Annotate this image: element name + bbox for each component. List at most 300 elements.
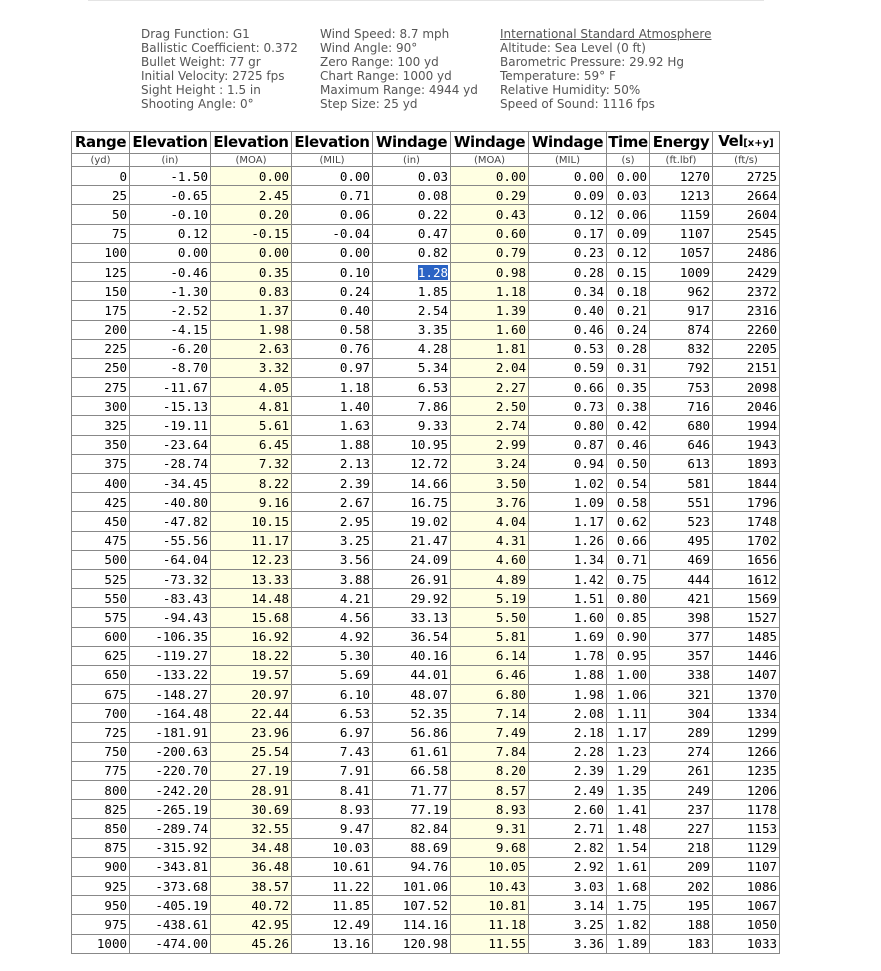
table-cell: 114.16 — [373, 915, 451, 934]
table-cell: 1.18 — [292, 378, 373, 397]
table-row — [72, 704, 780, 723]
table-cell: 13.16 — [292, 934, 373, 953]
column-header-label: Windage — [375, 133, 448, 151]
table-cell: 753 — [650, 378, 713, 397]
table-cell: 300 — [72, 397, 130, 416]
table-cell: 4.81 — [211, 397, 292, 416]
table-cell: 12.23 — [211, 550, 292, 569]
table-row — [72, 896, 780, 915]
table-cell: 1485 — [713, 627, 780, 646]
column-header — [713, 132, 780, 154]
table-cell: 338 — [650, 665, 713, 684]
table-cell: 9.47 — [292, 819, 373, 838]
table-cell: 200 — [72, 320, 130, 339]
table-cell: 0.03 — [607, 186, 650, 205]
table-cell: 325 — [72, 416, 130, 435]
column-header — [292, 132, 373, 154]
column-header — [529, 132, 607, 154]
table-cell: 0.83 — [211, 282, 292, 301]
table-cell: 25 — [72, 186, 130, 205]
column-header — [607, 132, 650, 154]
atmosphere-link[interactable]: International Standard Atmosphere — [500, 27, 712, 41]
table-row — [72, 512, 780, 531]
table-cell: 2725 — [713, 167, 780, 186]
table-row — [72, 358, 780, 377]
table-cell: 56.86 — [373, 723, 451, 742]
table-cell: 2.60 — [529, 800, 607, 819]
column-unit: (in) — [373, 154, 451, 167]
table-row — [72, 167, 780, 186]
table-cell: 6.14 — [451, 646, 529, 665]
table-cell: 40.72 — [211, 896, 292, 915]
table-cell: 1.88 — [292, 435, 373, 454]
table-cell: 1748 — [713, 512, 780, 531]
table-cell: -8.70 — [130, 358, 211, 377]
unit-header-row — [72, 154, 780, 167]
table-row — [72, 550, 780, 569]
table-cell: 11.22 — [292, 876, 373, 895]
column-unit: (yd) — [72, 154, 130, 167]
table-cell: 1009 — [650, 262, 713, 281]
table-cell: 0.76 — [292, 339, 373, 358]
table-cell: 0.35 — [607, 378, 650, 397]
table-cell: 0.20 — [211, 205, 292, 224]
table-cell: 874 — [650, 320, 713, 339]
table-cell: 0.17 — [529, 224, 607, 243]
table-cell: 917 — [650, 301, 713, 320]
column-header-label: Elevation — [213, 133, 289, 151]
table-cell: 1.17 — [607, 723, 650, 742]
table-cell: 202 — [650, 876, 713, 895]
table-cell: -474.00 — [130, 934, 211, 953]
table-cell: 71.77 — [373, 781, 451, 800]
table-cell: 36.54 — [373, 627, 451, 646]
table-cell: 1.69 — [529, 627, 607, 646]
table-row — [72, 781, 780, 800]
table-cell: 469 — [650, 550, 713, 569]
table-cell: 24.09 — [373, 550, 451, 569]
table-cell: 4.21 — [292, 589, 373, 608]
table-cell: 0.58 — [292, 320, 373, 339]
column-header-sublabel: [x+y] — [743, 138, 774, 149]
column-header — [211, 132, 292, 154]
table-cell: 25.54 — [211, 742, 292, 761]
column-unit: (s) — [607, 154, 650, 167]
column-header-label: Elevation — [294, 133, 370, 151]
table-cell: 1.89 — [607, 934, 650, 953]
table-row — [72, 493, 780, 512]
table-cell: 1893 — [713, 454, 780, 473]
table-cell: 1.39 — [451, 301, 529, 320]
table-cell: 0.47 — [373, 224, 451, 243]
table-cell: 1943 — [713, 435, 780, 454]
table-cell: 0.82 — [373, 243, 451, 262]
table-cell: 0.80 — [529, 416, 607, 435]
table-cell: -40.80 — [130, 493, 211, 512]
table-row — [72, 186, 780, 205]
table-cell: 1.60 — [451, 320, 529, 339]
table-cell: -0.10 — [130, 205, 211, 224]
param-wind-speed: Wind Speed: 8.7 mph — [320, 27, 450, 41]
table-cell: 8.57 — [451, 781, 529, 800]
table-cell: 321 — [650, 685, 713, 704]
table-cell: 15.68 — [211, 608, 292, 627]
table-cell: 1057 — [650, 243, 713, 262]
table-cell: 1270 — [650, 167, 713, 186]
table-cell: 575 — [72, 608, 130, 627]
param-maximum-range: Maximum Range: 4944 yd — [320, 83, 478, 97]
table-cell: 1.11 — [607, 704, 650, 723]
table-row — [72, 589, 780, 608]
table-cell: 0.00 — [292, 167, 373, 186]
table-cell: 0.71 — [607, 550, 650, 569]
table-cell: 61.61 — [373, 742, 451, 761]
table-row — [72, 934, 780, 953]
table-cell: -47.82 — [130, 512, 211, 531]
table-cell: 3.35 — [373, 320, 451, 339]
table-cell: 716 — [650, 397, 713, 416]
table-cell: 625 — [72, 646, 130, 665]
table-cell: 1.54 — [607, 838, 650, 857]
table-cell: 1067 — [713, 896, 780, 915]
table-cell: 0.40 — [529, 301, 607, 320]
table-cell: 1.68 — [607, 876, 650, 895]
table-cell: 0.54 — [607, 474, 650, 493]
table-cell: 2151 — [713, 358, 780, 377]
table-cell: -0.46 — [130, 262, 211, 281]
table-cell: -242.20 — [130, 781, 211, 800]
table-cell: 30.69 — [211, 800, 292, 819]
table-row — [72, 320, 780, 339]
table-cell: 183 — [650, 934, 713, 953]
table-cell: 0.12 — [529, 205, 607, 224]
table-cell: 0.75 — [607, 569, 650, 588]
table-cell: 1612 — [713, 569, 780, 588]
table-cell: 10.61 — [292, 857, 373, 876]
table-cell: -23.64 — [130, 435, 211, 454]
table-cell: 0.15 — [607, 262, 650, 281]
table-row — [72, 474, 780, 493]
table-cell: 650 — [72, 665, 130, 684]
table-cell: 225 — [72, 339, 130, 358]
table-cell: 3.88 — [292, 569, 373, 588]
table-cell: 26.91 — [373, 569, 451, 588]
table-cell: 227 — [650, 819, 713, 838]
table-cell: 0.12 — [130, 224, 211, 243]
table-cell: 1050 — [713, 915, 780, 934]
table-cell: 1334 — [713, 704, 780, 723]
table-cell: 398 — [650, 608, 713, 627]
table-cell: 261 — [650, 761, 713, 780]
table-cell: 1.98 — [211, 320, 292, 339]
table-cell: 33.13 — [373, 608, 451, 627]
table-cell: 0.79 — [451, 243, 529, 262]
table-cell: 150 — [72, 282, 130, 301]
table-cell: 1033 — [713, 934, 780, 953]
table-cell: 9.31 — [451, 819, 529, 838]
param-sight-height: Sight Height : 1.5 in — [141, 83, 261, 97]
table-cell: 1213 — [650, 186, 713, 205]
table-cell: 775 — [72, 761, 130, 780]
table-cell: 34.48 — [211, 838, 292, 857]
table-cell: 8.93 — [451, 800, 529, 819]
table-cell: 0.00 — [451, 167, 529, 186]
table-cell: 6.46 — [451, 665, 529, 684]
table-cell: -405.19 — [130, 896, 211, 915]
table-cell: 1.34 — [529, 550, 607, 569]
table-cell: 175 — [72, 301, 130, 320]
table-cell: 0.23 — [529, 243, 607, 262]
table-cell: 3.50 — [451, 474, 529, 493]
table-cell: 0.06 — [607, 205, 650, 224]
table-cell: 16.75 — [373, 493, 451, 512]
table-cell: 1.00 — [607, 665, 650, 684]
table-cell: 675 — [72, 685, 130, 704]
table-cell: 120.98 — [373, 934, 451, 953]
table-cell: 680 — [650, 416, 713, 435]
table-cell: 0.98 — [451, 262, 529, 281]
table-row — [72, 205, 780, 224]
table-cell: 2098 — [713, 378, 780, 397]
table-cell: -148.27 — [130, 685, 211, 704]
table-cell: 0.58 — [607, 493, 650, 512]
table-cell: 600 — [72, 627, 130, 646]
table-cell: 3.25 — [529, 915, 607, 934]
table-cell: -1.50 — [130, 167, 211, 186]
table-cell: 2.67 — [292, 493, 373, 512]
table-cell: 1299 — [713, 723, 780, 742]
param-temperature: Temperature: 59° F — [500, 69, 616, 83]
table-cell: 357 — [650, 646, 713, 665]
table-cell — [373, 262, 451, 281]
table-cell: 0.66 — [607, 531, 650, 550]
table-cell: 4.31 — [451, 531, 529, 550]
table-cell: 1796 — [713, 493, 780, 512]
table-cell: 0.00 — [292, 243, 373, 262]
table-cell: 6.80 — [451, 685, 529, 704]
table-row — [72, 838, 780, 857]
table-cell: 0.73 — [529, 397, 607, 416]
table-cell: 6.45 — [211, 435, 292, 454]
table-cell: 1370 — [713, 685, 780, 704]
table-row — [72, 915, 780, 934]
table-cell: 792 — [650, 358, 713, 377]
table-cell: 350 — [72, 435, 130, 454]
table-cell: 6.10 — [292, 685, 373, 704]
column-unit: (MOA) — [451, 154, 529, 167]
table-cell: 3.03 — [529, 876, 607, 895]
table-row — [72, 397, 780, 416]
table-cell: 0.24 — [292, 282, 373, 301]
table-cell: 1.41 — [607, 800, 650, 819]
table-cell: 250 — [72, 358, 130, 377]
table-cell: 9.33 — [373, 416, 451, 435]
table-cell: 75 — [72, 224, 130, 243]
table-cell: 2.63 — [211, 339, 292, 358]
table-cell: 0.90 — [607, 627, 650, 646]
table-cell: 5.30 — [292, 646, 373, 665]
table-cell: 0.59 — [529, 358, 607, 377]
table-cell: 8.22 — [211, 474, 292, 493]
table-cell: 5.61 — [211, 416, 292, 435]
table-cell: 2486 — [713, 243, 780, 262]
column-header — [72, 132, 130, 154]
table-cell: 1.42 — [529, 569, 607, 588]
table-cell: 19.57 — [211, 665, 292, 684]
table-cell: 209 — [650, 857, 713, 876]
param-step-size: Step Size: 25 yd — [320, 97, 418, 111]
table-row — [72, 627, 780, 646]
table-cell: 0.08 — [373, 186, 451, 205]
table-cell: 16.92 — [211, 627, 292, 646]
table-cell: 237 — [650, 800, 713, 819]
table-row — [72, 723, 780, 742]
table-cell: -83.43 — [130, 589, 211, 608]
table-cell: 421 — [650, 589, 713, 608]
table-cell: 1.35 — [607, 781, 650, 800]
selected-text: 1.28 — [417, 264, 448, 280]
table-cell: 1702 — [713, 531, 780, 550]
table-cell: -73.32 — [130, 569, 211, 588]
table-cell: -64.04 — [130, 550, 211, 569]
table-cell: 0.00 — [211, 243, 292, 262]
table-cell: 400 — [72, 474, 130, 493]
table-cell: 100 — [72, 243, 130, 262]
table-cell: 551 — [650, 493, 713, 512]
table-cell: 1086 — [713, 876, 780, 895]
column-header-label: Energy — [652, 133, 710, 151]
table-cell: 0.34 — [529, 282, 607, 301]
table-cell: 4.04 — [451, 512, 529, 531]
table-cell: 27.19 — [211, 761, 292, 780]
table-cell: 1.51 — [529, 589, 607, 608]
table-cell: 9.68 — [451, 838, 529, 857]
table-cell: 6.97 — [292, 723, 373, 742]
table-cell: 88.69 — [373, 838, 451, 857]
atmosphere-parameters — [500, 27, 711, 111]
table-cell: 42.95 — [211, 915, 292, 934]
column-unit: (MOA) — [211, 154, 292, 167]
param-barometric-pressure: Barometric Pressure: 29.92 Hg — [500, 55, 684, 69]
table-row — [72, 569, 780, 588]
table-cell: 0 — [72, 167, 130, 186]
table-cell: 1107 — [650, 224, 713, 243]
param-chart-range: Chart Range: 1000 yd — [320, 69, 452, 83]
table-cell: 218 — [650, 838, 713, 857]
table-cell: 1.26 — [529, 531, 607, 550]
table-cell: 0.35 — [211, 262, 292, 281]
table-row — [72, 243, 780, 262]
table-cell: -6.20 — [130, 339, 211, 358]
table-cell: 10.03 — [292, 838, 373, 857]
table-cell: 45.26 — [211, 934, 292, 953]
table-row — [72, 819, 780, 838]
table-row — [72, 646, 780, 665]
table-cell: 11.18 — [451, 915, 529, 934]
table-cell: 0.24 — [607, 320, 650, 339]
table-cell: 0.62 — [607, 512, 650, 531]
table-cell: 2.18 — [529, 723, 607, 742]
table-cell: 375 — [72, 454, 130, 473]
column-header-row — [72, 132, 780, 154]
table-cell: 1.17 — [529, 512, 607, 531]
table-row — [72, 531, 780, 550]
table-cell: 0.87 — [529, 435, 607, 454]
table-cell: 1656 — [713, 550, 780, 569]
table-cell: 7.84 — [451, 742, 529, 761]
table-row — [72, 800, 780, 819]
table-cell: 249 — [650, 781, 713, 800]
table-cell: 7.14 — [451, 704, 529, 723]
table-row — [72, 435, 780, 454]
column-unit: (MIL) — [292, 154, 373, 167]
table-cell: 8.20 — [451, 761, 529, 780]
table-cell: 38.57 — [211, 876, 292, 895]
table-cell: 10.43 — [451, 876, 529, 895]
table-cell: 0.66 — [529, 378, 607, 397]
table-cell: -19.11 — [130, 416, 211, 435]
table-row — [72, 742, 780, 761]
param-initial-velocity: Initial Velocity: 2725 fps — [141, 69, 285, 83]
table-cell: 2.49 — [529, 781, 607, 800]
table-row — [72, 857, 780, 876]
table-cell: 8.41 — [292, 781, 373, 800]
table-cell: 1.18 — [451, 282, 529, 301]
table-cell: 19.02 — [373, 512, 451, 531]
table-cell: 2.04 — [451, 358, 529, 377]
table-cell: 425 — [72, 493, 130, 512]
table-cell: 7.49 — [451, 723, 529, 742]
table-cell: 2.82 — [529, 838, 607, 857]
table-cell: -119.27 — [130, 646, 211, 665]
table-cell: 2.74 — [451, 416, 529, 435]
table-cell: -181.91 — [130, 723, 211, 742]
table-cell: 50 — [72, 205, 130, 224]
table-cell: 1266 — [713, 742, 780, 761]
table-cell: 82.84 — [373, 819, 451, 838]
table-cell: 500 — [72, 550, 130, 569]
range-parameters — [320, 27, 478, 111]
table-cell: 3.56 — [292, 550, 373, 569]
table-cell: 377 — [650, 627, 713, 646]
param-ballistic-coefficient: Ballistic Coefficient: 0.372 — [141, 41, 298, 55]
param-zero-range: Zero Range: 100 yd — [320, 55, 439, 69]
table-cell: 646 — [650, 435, 713, 454]
table-row — [72, 224, 780, 243]
table-cell: 4.60 — [451, 550, 529, 569]
table-cell: 1.09 — [529, 493, 607, 512]
table-cell: 7.86 — [373, 397, 451, 416]
table-cell: 21.47 — [373, 531, 451, 550]
column-header — [650, 132, 713, 154]
table-cell: 304 — [650, 704, 713, 723]
top-divider — [88, 0, 764, 1]
table-row — [72, 665, 780, 684]
table-cell: 1.88 — [529, 665, 607, 684]
table-cell: 2.13 — [292, 454, 373, 473]
table-row — [72, 608, 780, 627]
table-cell: 0.03 — [373, 167, 451, 186]
table-cell: 195 — [650, 896, 713, 915]
table-cell: 613 — [650, 454, 713, 473]
table-cell: 1129 — [713, 838, 780, 857]
table-cell: 2046 — [713, 397, 780, 416]
table-cell: 0.22 — [373, 205, 451, 224]
table-cell: 5.81 — [451, 627, 529, 646]
table-cell: 275 — [72, 378, 130, 397]
table-row — [72, 282, 780, 301]
table-cell: 0.00 — [211, 167, 292, 186]
